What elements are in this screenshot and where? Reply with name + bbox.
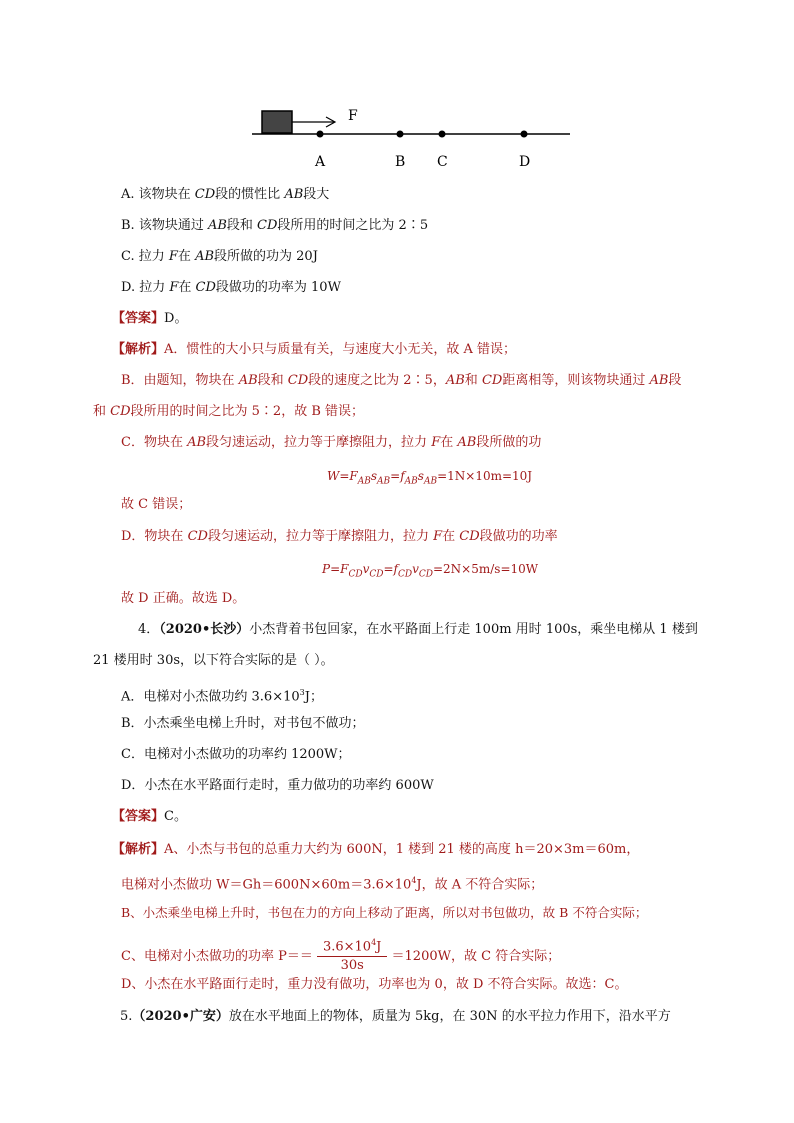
subscript: AB — [423, 476, 438, 487]
text: B. 该物块通过 — [121, 218, 208, 233]
var: AB — [649, 373, 669, 388]
q4-option-d — [121, 777, 434, 795]
text: 段所做的功为 20J — [214, 249, 318, 264]
text: = — [330, 562, 341, 576]
var: P — [322, 562, 331, 576]
text: =2N×5m/s=10W — [432, 562, 539, 576]
subscript: AB — [357, 476, 371, 487]
text: J — [376, 939, 382, 955]
q4-analysis-a2 — [121, 872, 543, 894]
point-b-label: B — [395, 154, 406, 170]
point-a-label: A — [315, 154, 326, 170]
var: AB — [457, 435, 477, 450]
text: 3.6×10 — [322, 939, 372, 955]
question-source: （2020•广安） — [132, 1009, 229, 1024]
text: 电梯对小杰做功 W＝Gh＝600N×60m＝3.6×10 — [121, 877, 412, 893]
q4-stem-line2 — [93, 652, 334, 670]
var: CD — [187, 529, 208, 544]
text: D、小杰在水平路面行走时，重力没有做功，功率也为 0，故 D 不符合实际。故选：C。 — [121, 977, 628, 992]
motion-diagram — [248, 100, 578, 175]
text: A. 该物块在 — [121, 187, 195, 202]
subscript: CD — [348, 569, 363, 580]
var: AB — [445, 373, 465, 388]
text: D．物块在 — [121, 529, 188, 544]
var: CD — [195, 280, 216, 295]
text: 21 楼用时 30s，以下符合实际的是（ ）。 — [93, 653, 334, 668]
text: 段的惯性比 — [215, 187, 285, 202]
answer-value: C。 — [164, 809, 187, 824]
text: 放在水平地面上的物体，质量为 5kg，在 30N 的水平拉力作用下，沿水平方 — [228, 1009, 671, 1024]
q3-analysis-b1 — [121, 372, 681, 390]
var: s — [370, 469, 378, 483]
q4-option-a — [121, 684, 323, 706]
q4-option-b — [121, 715, 365, 733]
analysis-label: 【解析】 — [112, 842, 165, 857]
text: B．由题知，物块在 — [121, 373, 239, 388]
q3-option-a — [121, 186, 329, 204]
text: D. 拉力 — [121, 280, 170, 295]
text: = — [390, 469, 401, 483]
text: 段所用的时间之比为 5∶2，故 B 错误； — [130, 404, 365, 419]
text: D．小杰在水平路面行走时，重力做功的功率约 600W — [121, 778, 434, 793]
var: AB — [284, 187, 304, 202]
answer-label: 【答案】 — [112, 311, 165, 326]
text: 段和 — [257, 373, 288, 388]
text: C．物块在 — [121, 435, 188, 450]
text: C、电梯对小杰做功的功率 P＝＝ — [121, 949, 313, 965]
block — [262, 111, 292, 133]
question-number: 5. — [120, 1009, 133, 1024]
q4-answer — [112, 808, 187, 826]
var: AB — [187, 435, 207, 450]
text: 故 C 错误； — [121, 497, 192, 512]
var: F — [168, 249, 178, 264]
var: s — [417, 469, 424, 483]
text: C．电梯对小杰做功的功率约 1200W； — [121, 747, 351, 762]
subscript: AB — [404, 476, 418, 487]
var: AB — [195, 249, 215, 264]
exponent: 3 — [299, 688, 305, 697]
var: v — [412, 562, 419, 576]
text: 和 — [93, 404, 111, 419]
text: 在 — [442, 529, 460, 544]
text: ＝1200W，故 C 符合实际； — [391, 949, 561, 965]
text: 在 — [440, 435, 458, 450]
q4-analysis-c — [121, 936, 560, 977]
var: F — [169, 280, 179, 295]
q4-analysis-d — [121, 976, 627, 994]
question-source: （2020•长沙） — [159, 622, 250, 637]
text: J，故 A 不符合实际； — [416, 877, 544, 893]
point-d-dot — [521, 131, 528, 138]
var: f — [393, 562, 398, 576]
force-label: F — [348, 108, 358, 124]
text: 段做功的功率 — [479, 529, 558, 544]
q3-analysis-d1 — [121, 528, 558, 546]
answer-value: D。 — [164, 311, 188, 326]
point-c-label: C — [437, 154, 448, 170]
exponent: 4 — [371, 938, 377, 947]
q4-analysis-b — [121, 904, 647, 922]
q3-analysis-c2 — [121, 496, 191, 514]
q5-stem — [120, 1008, 671, 1026]
q3-formula-work — [327, 468, 532, 489]
text: A、小杰与书包的总重力大约为 600N，1 楼到 21 楼的高度 h＝20×3m＝60m， — [164, 842, 640, 857]
text: 故 D 正确。故选 D。 — [121, 591, 246, 606]
text: J； — [304, 689, 323, 705]
subscript: CD — [397, 569, 413, 580]
text: 小杰背着书包回家，在水平路面上行走 100m 用时 100s，乘坐电梯从 1 楼到 — [249, 622, 698, 637]
text: 距离相等，则该物块通过 — [502, 373, 650, 388]
text: B、小杰乘坐电梯上升时，书包在力的方向上移动了距离，所以对书包做功，故 B 不符合实际； — [121, 905, 648, 920]
var: CD — [110, 404, 131, 419]
var: CD — [287, 373, 309, 388]
text: = — [383, 562, 394, 576]
q3-analysis-d2 — [121, 590, 245, 608]
q3-option-c — [121, 248, 318, 266]
text: 段的速度之比为 2∶5， — [308, 373, 446, 388]
text: = — [339, 469, 350, 483]
question-number: 4． — [138, 622, 160, 637]
text: C. 拉力 — [121, 249, 169, 264]
var: F — [349, 469, 358, 483]
q3-analysis-c1 — [121, 434, 541, 452]
var: F — [431, 435, 441, 450]
text: A．电梯对小杰做功约 3.6×10 — [121, 689, 300, 705]
text: 段和 — [226, 218, 258, 233]
text: 在 — [177, 249, 196, 264]
subscript: CD — [369, 569, 384, 580]
subscript: AB — [377, 476, 391, 487]
var: F — [433, 529, 443, 544]
q4-option-c — [121, 746, 351, 764]
var: v — [362, 562, 370, 576]
q3-option-d — [121, 279, 341, 297]
text: =1N×10m=10J — [437, 469, 533, 483]
q4-stem-line1 — [138, 621, 698, 639]
text: 在 — [178, 280, 196, 295]
fraction-numerator — [317, 934, 387, 957]
text: B．小杰乘坐电梯上升时，对书包不做功； — [121, 716, 365, 731]
var: W — [327, 469, 340, 483]
q3-option-b — [121, 217, 428, 235]
text: A．惯性的大小只与质量有关，与速度大小无关，故 A 错误； — [164, 342, 517, 357]
point-a-dot — [317, 131, 324, 138]
var: CD — [459, 529, 480, 544]
text: 和 — [464, 373, 482, 388]
text: 段所做的功 — [476, 435, 542, 450]
answer-label: 【答案】 — [112, 809, 165, 824]
q3-formula-power — [322, 561, 538, 582]
text: 段做功的功率为 10W — [215, 280, 341, 295]
q3-analysis-b2 — [93, 403, 364, 421]
var: AB — [238, 373, 258, 388]
exponent: 4 — [411, 876, 417, 885]
power-fraction — [317, 934, 387, 975]
text: 段匀速运动，拉力等于摩擦阻力，拉力 — [207, 529, 434, 544]
var: AB — [207, 218, 227, 233]
var: CD — [257, 218, 278, 233]
point-d-label: D — [519, 154, 531, 170]
q4-analysis-a1 — [112, 841, 639, 859]
point-c-dot — [439, 131, 446, 138]
fraction-denominator: 30s — [340, 958, 364, 974]
text: 段匀速运动，拉力等于摩擦阻力，拉力 — [206, 435, 432, 450]
text: 段所用的时间之比为 2∶5 — [277, 218, 429, 233]
var: f — [400, 469, 405, 483]
subscript: CD — [418, 569, 433, 580]
point-b-dot — [397, 131, 404, 138]
text: 段大 — [303, 187, 330, 202]
var: CD — [481, 373, 503, 388]
var: F — [340, 562, 349, 576]
text: 段 — [668, 373, 682, 388]
var: CD — [194, 187, 216, 202]
q3-analysis-a — [112, 341, 516, 359]
q3-answer — [112, 310, 187, 328]
analysis-label: 【解析】 — [112, 342, 165, 357]
